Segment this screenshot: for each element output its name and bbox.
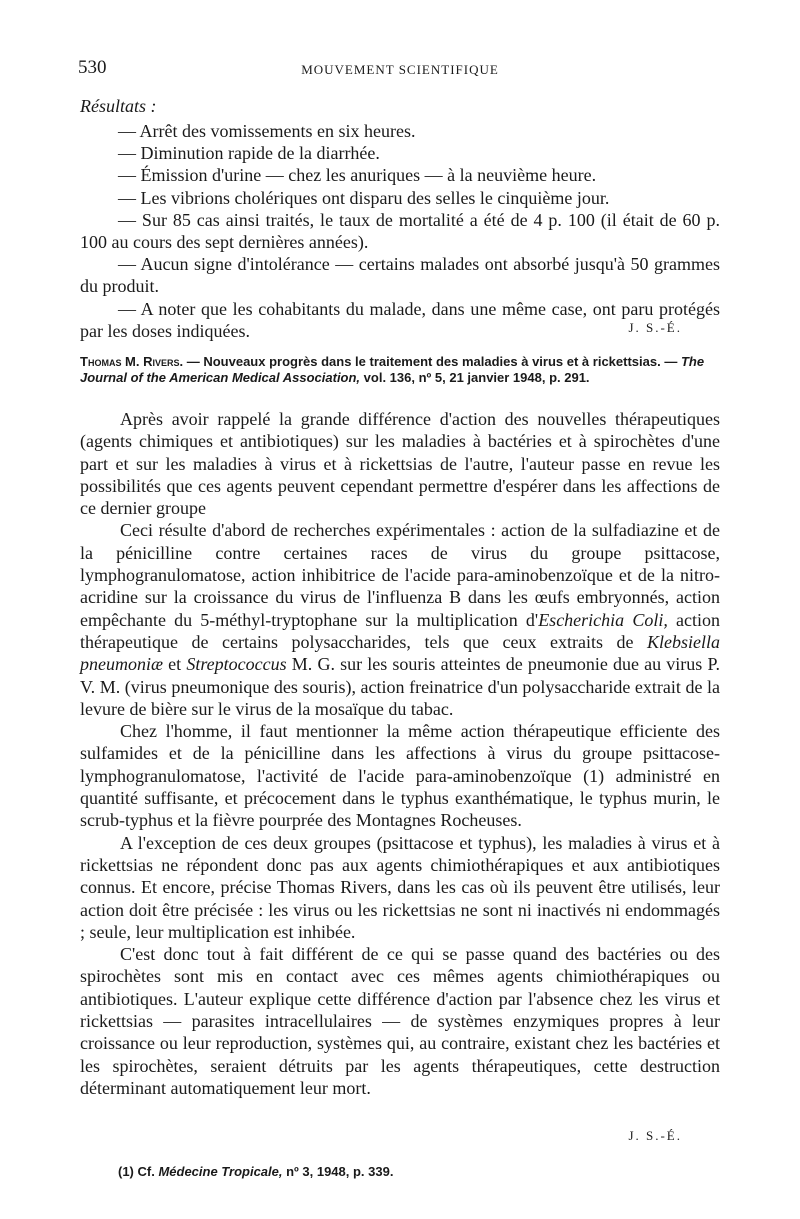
paragraph: Ceci résulte d'abord de recherches expérimentales : action de la sulfadiazine et de la pénicilline contre certaines races de virus du groupe psittacose, lymphogranulomatose, action inhibitrice de l'acide para-aminobenzoïque et de la nitro-acridine sur la croissance du virus de l'influenza B dans les œufs embryonnés, action empêchante du 5-méthyl-tryptophane sur la multiplication d'Escherichia Coli, action thérapeutique de certains polysaccharides, tels que ceux extraits de Klebsiella pneumoniæ et Streptococcus M. G. sur les souris atteintes de pneumonie due au virus P. V. M. (virus pneumonique des souris), action freinatrice d'un polysaccharide extrait de la levure de bière sur le virus de la mosaïque du tabac. <box>80 520 721 719</box>
paragraph: C'est donc tout à fait différent de ce qui se passe quand des bactéries ou des spirochètes sont mis en contact avec ces mêmes agents chimiothérapiques ou antibiotiques. L'auteur explique cette différence d'action par l'absence chez les virus et rickettsias — parasites intracellulaires — de systèmes enzymiques propres à leur croissance ou leur reproduction, systèmes qui, au contraire, existant chez les bactéries et les spirochètes, seraient détruits par les agents thérapeutiques, cette destruction déterminant automatiquement leur mort. <box>80 944 720 1098</box>
results-heading: Résultats : <box>80 96 157 116</box>
species-name: Klebsiella pneumoniæ <box>80 631 720 675</box>
results-signature: J. S.-É. <box>628 320 682 335</box>
species-name: Streptococcus <box>186 654 287 675</box>
paragraph: Après avoir rappelé la grande différence d'action des nouvelles thérapeutiques (agents chimiques et antibiotiques) sur les maladies à bactéries et à spirochètes d'une part et sur les maladies à virus et à rickettsias de l'autre, l'auteur passe en revue les possibilités que ces agents peuvent cependant permettre d'espérer dans les affections de ce dernier groupe <box>80 409 720 519</box>
reference-details: vol. 136, nº 5, 21 janvier 1948, p. 291. <box>360 370 590 385</box>
results-list <box>80 120 720 342</box>
result-item: — A noter que les cohabitants du malade, dans une même case, ont paru protégés par les doses indiquées. <box>80 298 720 341</box>
species-name: Escherichia Coli, <box>538 609 668 630</box>
footnote: (1) Cf. Médecine Tropicale, nº 3, 1948, p. 339. <box>118 1164 394 1179</box>
reference-journal: The Journal of the American Medical Association, <box>80 354 705 385</box>
article-body <box>80 408 720 1099</box>
footnote-journal: Médecine Tropicale, <box>158 1164 283 1179</box>
reference-author: Thomas M. Rivers. <box>80 354 184 369</box>
result-item: — Émission d'urine — chez les anuriques — à la neuvième heure. <box>118 165 597 186</box>
page-number: 530 <box>78 57 107 78</box>
result-item: — Les vibrions cholériques ont disparu des selles le cinquième jour. <box>118 187 610 208</box>
article-signature: J. S.-É. <box>628 1128 682 1143</box>
result-item: — Arrêt des vomissements en six heures. <box>118 121 416 141</box>
article-reference <box>80 354 720 386</box>
paragraph: A l'exception de ces deux groupes (psittacose et typhus), les maladies à virus et à rickettsias ne répondent donc pas aux agents chimiothérapiques et aux antibiotiques connus. Et encore, précise Thomas Rivers, dans les cas où ils peuvent être utilisés, leur action doit être précisée : les virus ou les rickettsias ne sont ni inactivés ni endommagés ; seule, leur multiplication est inhibée. <box>80 832 720 942</box>
result-item: — Sur 85 cas ainsi traités, le taux de mortalité a été de 4 p. 100 (il était de 60 p. 100 au cours des sept dernières années). <box>80 209 720 253</box>
paragraph: Chez l'homme, il faut mentionner la même action thérapeutique efficiente des sulfamides et de la pénicilline dans les affections à virus du groupe psittacose-lymphogranulomatose, l'activité de l'acide para-aminobenzoïque (1) administré en quantité suffisante, et précocement dans le typhus exanthématique, le typhus murin, le scrub-typhus et la fièvre pourprée des Montagnes Rocheuses. <box>80 721 720 831</box>
result-item: — Aucun signe d'intolérance — certains malades ont absorbé jusqu'à 50 grammes du produit. <box>80 254 720 297</box>
result-item: — Diminution rapide de la diarrhée. <box>118 143 380 164</box>
running-title: MOUVEMENT SCIENTIFIQUE <box>301 62 499 77</box>
reference-title: — Nouveaux progrès dans le traitement des maladies à virus et à rickettsias. — <box>183 354 681 369</box>
